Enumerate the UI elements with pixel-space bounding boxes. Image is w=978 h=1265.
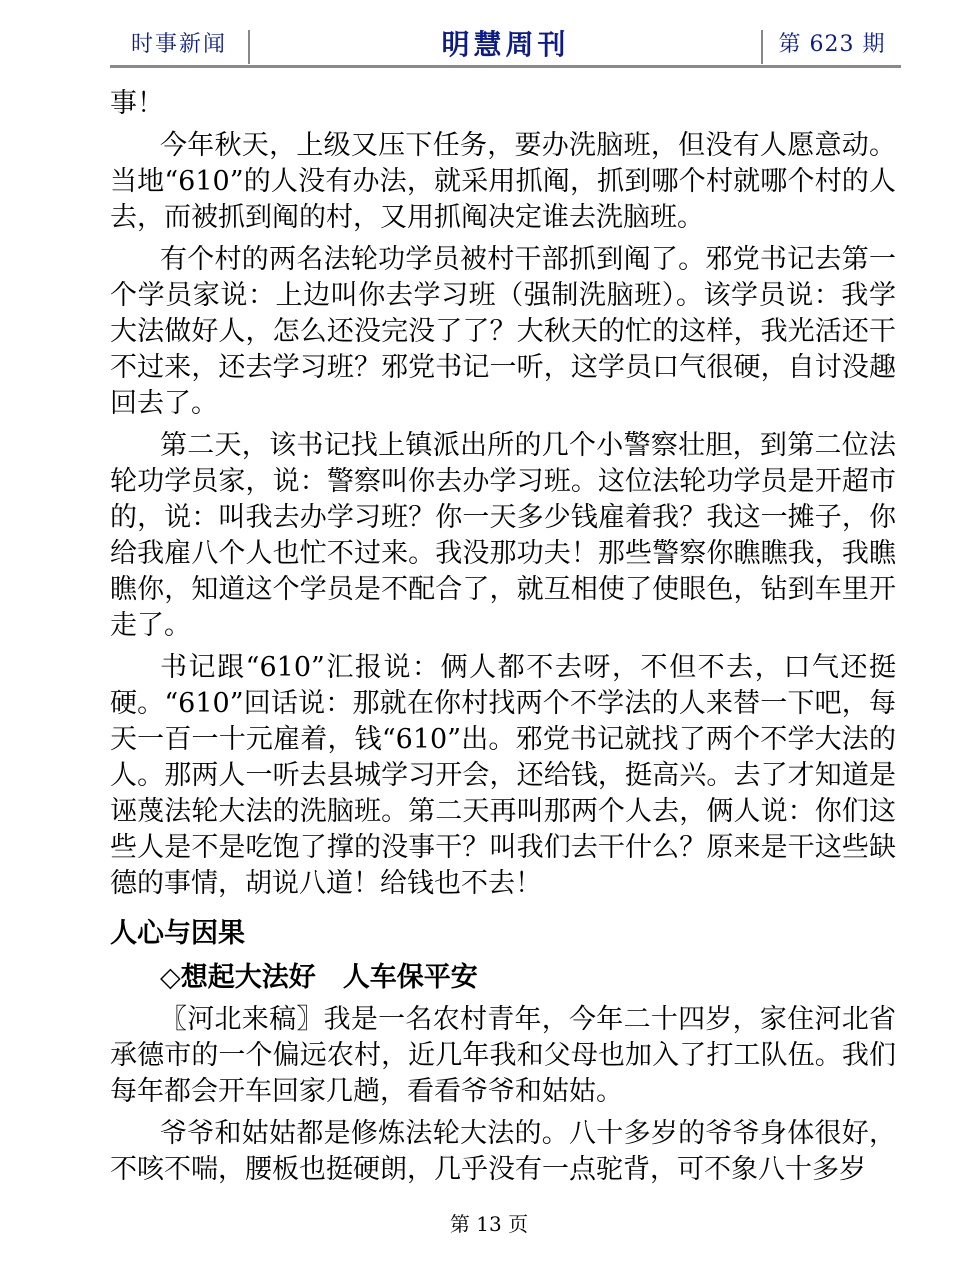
page-number: 第 13 页 (449, 1212, 529, 1236)
paragraph-continuation: 事！ (110, 88, 164, 119)
header-rule (110, 65, 901, 68)
header-publication-title: 明慧周刊 (441, 28, 570, 61)
paragraph: 〖河北来稿〗我是一名农村青年，今年二十四岁，家住河北省承德市的一个偏远农村，近几年我和父母也加入了打工队伍。我们每年都会开车回家几趟，看看爷爷和姑姑。 (110, 1004, 896, 1107)
article-body (110, 86, 896, 1194)
paragraph: 今年秋天，上级又压下任务，要办洗脑班，但没有人愿意动。当地“610”的人没有办法，就采用抓阄，抓到哪个村就哪个村的人去，而被抓到阄的村，又用抓阄决定谁去洗脑班。 (110, 130, 896, 233)
paragraph: 书记跟“610”汇报说：俩人都不去呀，不但不去，口气还挺硬。“610”回话说：那就在你村找两个不学法的人来替一下吧，每天一百一十元雇着，钱“610”出。邪党书记就找了两个不学大法的人。那两人一听去县城学习开会，还给钱，挺高兴。去了才知道是诬蔑法轮大法的洗脑班。第二天再叫那两个人去，俩人说：你们这些人是不是吃饱了撑的没事干？叫我们去干什么？原来是干这些缺德的事情，胡说八道！给钱也不去！ (110, 652, 896, 899)
paragraph: 第二天，该书记找上镇派出所的几个小警察壮胆，到第二位法轮功学员家，说：警察叫你去办学习班。这位法轮功学员是开超市的，说：叫我去办学习班？你一天多少钱雇着我？我这一摊子，你给我雇八个人也忙不过来。我没那功夫！那些警察你瞧瞧我，我瞧瞧你，知道这个学员是不配合了，就互相使了使眼色，钻到车里开走了。 (110, 430, 896, 641)
article-heading: ◇想起大法好 人车保平安 (160, 962, 478, 993)
page-header (110, 26, 901, 66)
paragraph: 有个村的两名法轮功学员被村干部抓到阄了。邪党书记去第一个学员家说：上边叫你去学习班（强制洗脑班）。该学员说：我学大法做好人，怎么还没完没了了？大秋天的忙的这样，我光活还干不过来，还去学习班？邪党书记一听，这学员口气很硬，自讨没趣回去了。 (110, 244, 896, 419)
section-heading: 人心与因果 (110, 918, 245, 949)
header-issue-number: 第 623 期 (778, 32, 886, 57)
header-section-label: 时事新闻 (130, 32, 227, 57)
paragraph: 爷爷和姑姑都是修炼法轮大法的。八十多岁的爷爷身体很好，不咳不喘，腰板也挺硬朗，几乎没有一点驼背，可不象八十多岁 (110, 1118, 896, 1185)
